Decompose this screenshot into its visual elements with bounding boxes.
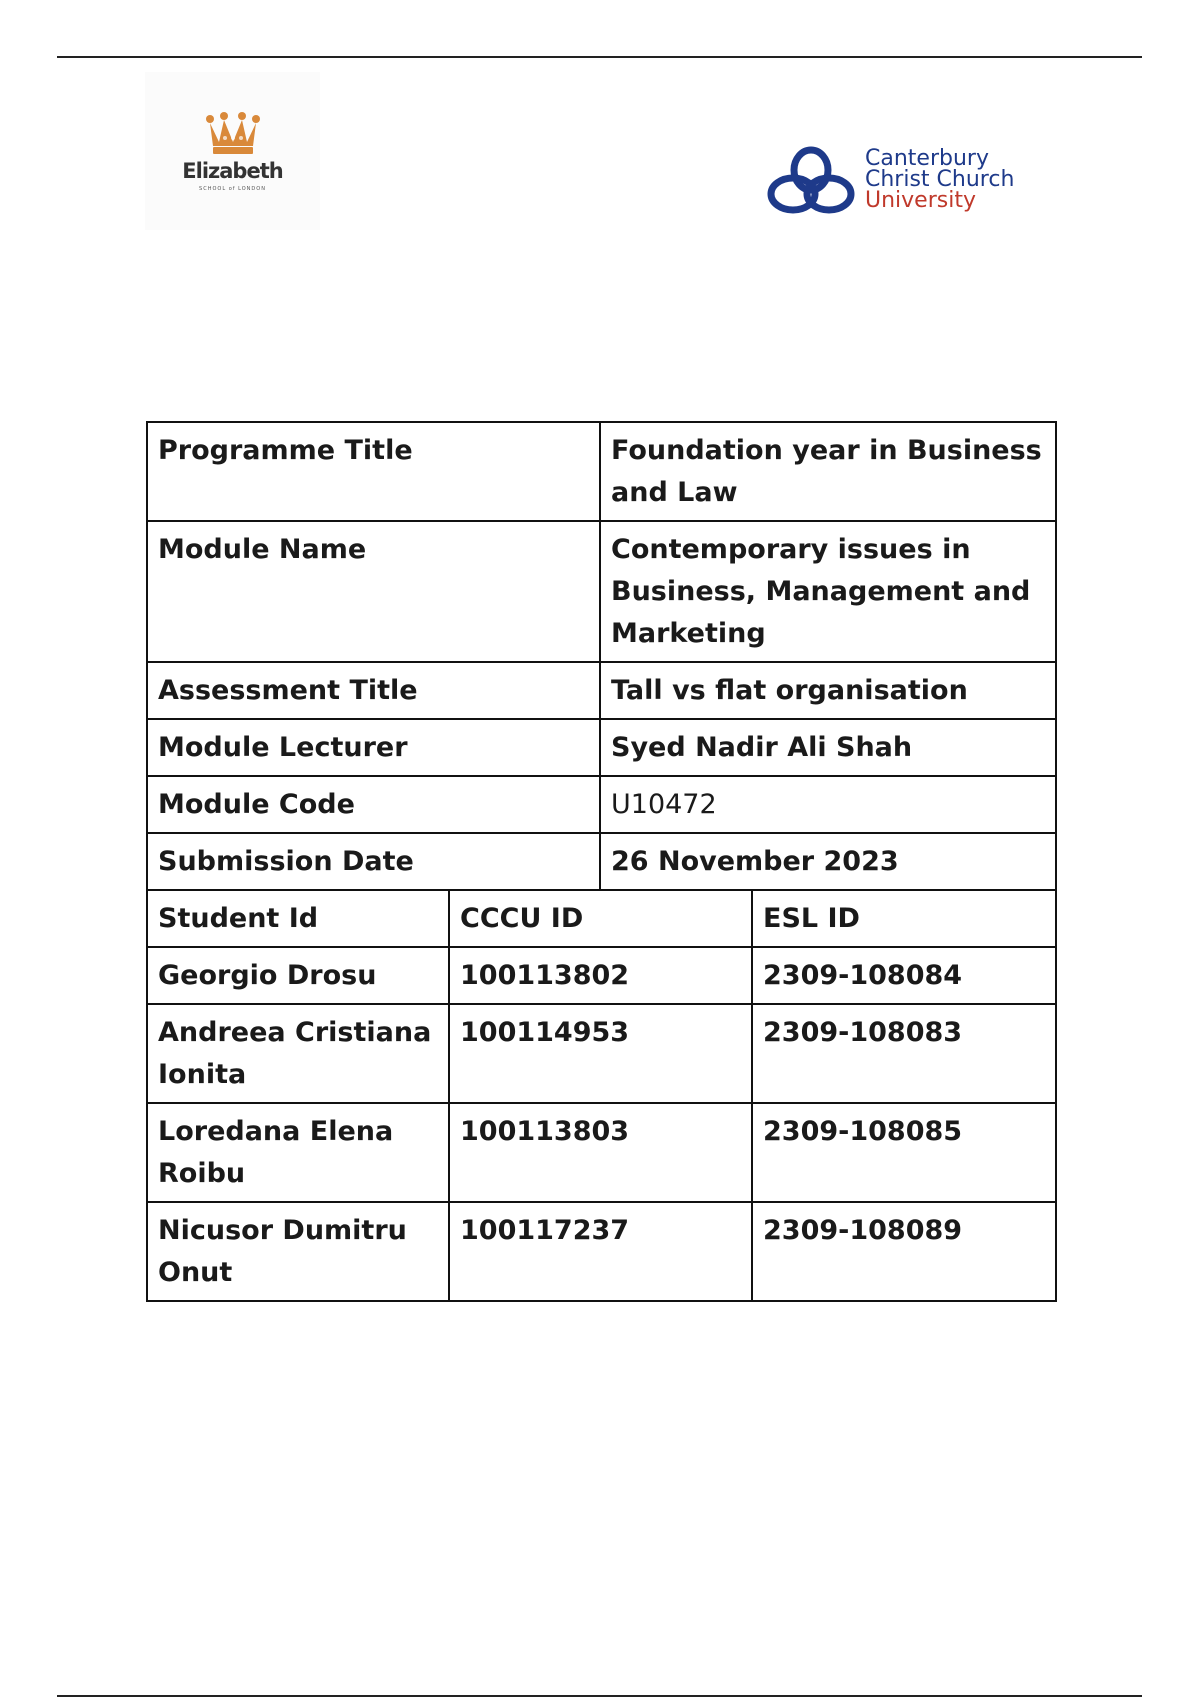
- cccu-id: 100113802: [449, 947, 752, 1004]
- column-header: ESL ID: [752, 890, 1056, 947]
- cccu-id: 100117237: [449, 1202, 752, 1301]
- detail-label: Module Code: [147, 776, 600, 833]
- details-row: [147, 719, 1056, 776]
- details-row: [147, 662, 1056, 719]
- esl-id: 2309-108089: [752, 1202, 1056, 1301]
- esl-id: 2309-108085: [752, 1103, 1056, 1202]
- student-row: [147, 1103, 1056, 1202]
- detail-value: Foundation year in Business and Law: [600, 422, 1056, 521]
- elizabeth-logo-tagline: SCHOOL of LONDON: [199, 186, 266, 192]
- detail-value: Syed Nadir Ali Shah: [600, 719, 1056, 776]
- student-name: Andreea Cristiana Ionita: [147, 1004, 449, 1103]
- student-name: Georgio Drosu: [147, 947, 449, 1004]
- detail-value: 26 November 2023: [600, 833, 1056, 890]
- cover-details-table: [146, 421, 1057, 1302]
- esl-id: 2309-108084: [752, 947, 1056, 1004]
- details-row: [147, 521, 1056, 662]
- column-header: Student Id: [147, 890, 449, 947]
- details-row: [147, 776, 1056, 833]
- cccu-id: 100113803: [449, 1103, 752, 1202]
- header-rule: [57, 56, 1142, 58]
- detail-label: Programme Title: [147, 422, 600, 521]
- detail-label: Module Name: [147, 521, 600, 662]
- detail-value: Tall vs flat organisation: [600, 662, 1056, 719]
- student-name: Nicusor Dumitru Onut: [147, 1202, 449, 1301]
- student-row: [147, 1202, 1056, 1301]
- elizabeth-school-logo: [145, 72, 320, 230]
- details-row: [147, 422, 1056, 521]
- trefoil-icon: [765, 144, 857, 218]
- detail-label: Assessment Title: [147, 662, 600, 719]
- cccu-logo-line1: Canterbury: [865, 146, 989, 171]
- student-row: [147, 947, 1056, 1004]
- cccu-logo: [757, 130, 1057, 240]
- elizabeth-logo-name: Elizabeth: [182, 159, 283, 183]
- footer-rule: [57, 1695, 1142, 1697]
- details-row: [147, 833, 1056, 890]
- student-row: [147, 1004, 1056, 1103]
- column-header: CCCU ID: [449, 890, 752, 947]
- cccu-logo-line3: University: [865, 188, 976, 213]
- detail-value: Contemporary issues in Business, Management and Marketing: [600, 521, 1056, 662]
- crown-icon: [205, 112, 261, 156]
- cccu-logo-line2: Christ Church: [865, 167, 1015, 192]
- students-header-row: [147, 890, 1056, 947]
- student-name: Loredana Elena Roibu: [147, 1103, 449, 1202]
- detail-label: Module Lecturer: [147, 719, 600, 776]
- detail-label: Submission Date: [147, 833, 600, 890]
- detail-value: U10472: [600, 776, 1056, 833]
- cccu-id: 100114953: [449, 1004, 752, 1103]
- esl-id: 2309-108083: [752, 1004, 1056, 1103]
